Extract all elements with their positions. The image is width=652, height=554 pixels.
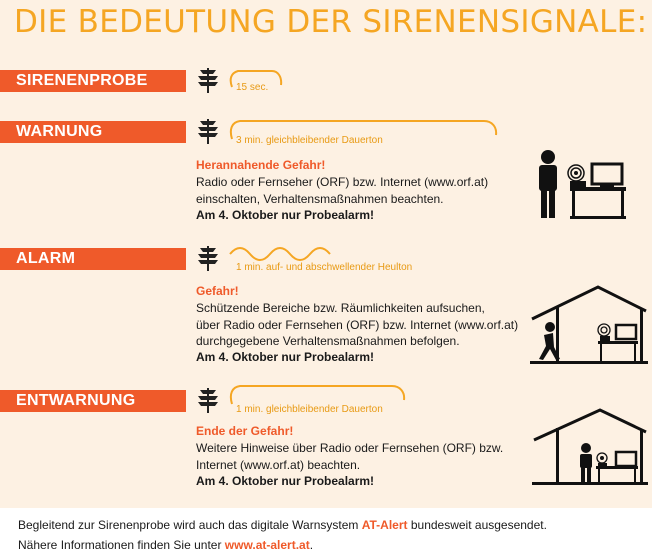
label-alarm: ALARM: [0, 248, 186, 270]
person-at-desk-icon: [530, 148, 630, 222]
section-note: Am 4. Oktober nur Probealarm!: [196, 350, 375, 364]
section-heading: Herannahende Gefahr!: [196, 158, 326, 172]
section-note: Am 4. Oktober nur Probealarm!: [196, 208, 375, 222]
siren-icon: [196, 244, 220, 272]
siren-icon: [196, 386, 220, 414]
label-warnung: WARNUNG: [0, 121, 186, 143]
label-entwarnung: ENTWARNUNG: [0, 390, 186, 412]
section-heading: Ende der Gefahr!: [196, 424, 294, 438]
footer-line-2: Nähere Informationen finden Sie unter www.at-alert.at.: [18, 538, 314, 552]
section-text: Schützende Bereiche bzw. Räumlichkeiten aufsuchen, über Radio oder Fernsehen (ORF) bzw. Internet (www.orf.at) durchgegebene Verhaltensmaßnahmen befolgen.: [196, 301, 519, 348]
section-text: Weitere Hinweise über Radio oder Fernsehen (ORF) bzw. Internet (www.orf.at) beachten.: [196, 441, 504, 472]
section-note: Am 4. Oktober nur Probealarm!: [196, 474, 375, 488]
at-alert-link[interactable]: www.at-alert.at: [224, 538, 310, 552]
siren-icon: [196, 66, 220, 94]
at-alert-highlight: AT-Alert: [361, 518, 408, 532]
label-sirenenprobe: SIRENENPROBE: [0, 70, 186, 92]
tone-label: 1 min. auf- und abschwellender Heulton: [236, 262, 413, 273]
footer-line-1: Begleitend zur Sirenenprobe wird auch das digitale Warnsystem AT-Alert bundesweit ausgesendet.: [18, 518, 547, 532]
tone-label: 15 sec.: [236, 82, 269, 93]
person-in-house-icon: [532, 406, 648, 486]
tone-label: 3 min. gleichbleibender Dauerton: [236, 135, 383, 146]
person-entering-house-icon: [530, 283, 648, 365]
tone-label: 1 min. gleichbleibender Dauerton: [236, 404, 383, 415]
section-text: Radio oder Fernseher (ORF) bzw. Internet (www.orf.at) einschalten, Verhaltensmaßnahmen beachten.: [196, 175, 489, 206]
tone-curve-wave: [226, 242, 338, 262]
siren-icon: [196, 117, 220, 145]
section-heading: Gefahr!: [196, 284, 239, 298]
page-title: DIE BEDEUTUNG DER SIRENENSIGNALE:: [14, 4, 648, 40]
